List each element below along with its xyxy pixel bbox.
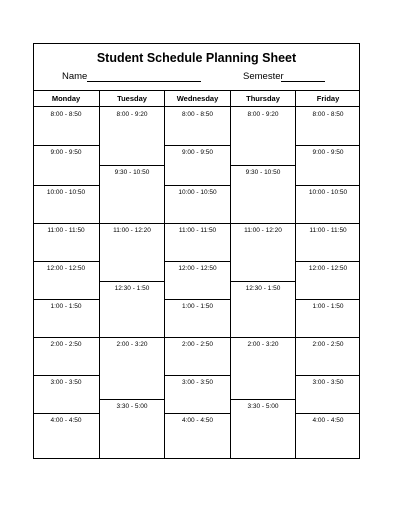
day-header-tuesday: Tuesday [100, 90, 164, 107]
time-slot-label: 9:00 - 9:50 [312, 149, 344, 156]
time-slot-cell[interactable] [100, 107, 164, 165]
time-slot-label: 8:00 - 8:50 [50, 111, 82, 118]
slot-divider [165, 413, 230, 414]
time-slot-label: 2:00 - 3:20 [247, 341, 279, 348]
day-header-friday: Friday [296, 90, 360, 107]
day-header-thursday: Thursday [231, 90, 295, 107]
time-slot-cell[interactable] [100, 399, 164, 459]
slot-divider [231, 399, 295, 400]
time-slot-cell[interactable] [231, 107, 295, 165]
slot-divider [296, 261, 360, 262]
time-slot-cell[interactable] [33, 413, 99, 459]
time-slot-label: 3:00 - 3:50 [50, 379, 82, 386]
slot-divider [33, 375, 99, 376]
name-field-line[interactable] [87, 81, 201, 82]
time-slot-label: 3:30 - 5:00 [116, 403, 148, 410]
time-slot-label: 2:00 - 3:20 [116, 341, 148, 348]
time-slot-cell[interactable] [33, 375, 99, 413]
day-column-friday [295, 90, 360, 459]
time-slot-cell[interactable] [296, 185, 360, 223]
time-slot-label: 8:00 - 8:50 [312, 111, 344, 118]
day-column-tuesday [99, 90, 164, 459]
slot-divider [33, 337, 99, 338]
time-slot-label: 11:00 - 11:50 [309, 227, 347, 234]
time-slot-label: 8:00 - 8:50 [181, 111, 214, 118]
time-slot-label: 3:30 - 5:00 [247, 403, 279, 410]
time-slot-cell[interactable] [296, 413, 360, 459]
slot-divider [100, 399, 164, 400]
semester-field-line[interactable] [281, 81, 325, 82]
time-slot-label: 12:30 - 1:50 [114, 285, 150, 292]
time-slot-cell[interactable] [165, 185, 230, 223]
sheet-title: Student Schedule Planning Sheet [96, 51, 297, 65]
slot-divider [296, 299, 360, 300]
time-slot-label: 1:00 - 1:50 [312, 303, 344, 310]
time-slot-cell[interactable] [100, 281, 164, 337]
time-slot-label: 2:00 - 2:50 [312, 341, 344, 348]
time-slot-label: 2:00 - 2:50 [181, 341, 214, 348]
time-slot-label: 10:00 - 10:50 [308, 189, 348, 196]
time-slot-label: 12:00 - 12:50 [46, 265, 86, 272]
day-header-monday: Monday [33, 90, 99, 107]
time-slot-cell[interactable] [231, 281, 295, 337]
slot-divider [296, 375, 360, 376]
time-slot-cell[interactable] [165, 299, 230, 337]
slot-divider [33, 185, 99, 186]
time-slot-cell[interactable] [165, 145, 230, 185]
time-slot-cell[interactable] [296, 299, 360, 337]
schedule-grid [33, 90, 360, 459]
time-slot-cell[interactable] [231, 223, 295, 281]
time-slot-cell[interactable] [296, 107, 360, 145]
slot-divider [165, 185, 230, 186]
slot-divider [165, 261, 230, 262]
time-slot-label: 12:00 - 12:50 [178, 265, 217, 272]
time-slot-label: 10:00 - 10:50 [178, 189, 217, 196]
time-slot-cell[interactable] [100, 337, 164, 399]
time-slot-cell[interactable] [165, 223, 230, 261]
slot-divider [165, 145, 230, 146]
slot-divider [296, 413, 360, 414]
time-slot-label: 9:00 - 9:50 [181, 149, 214, 156]
slot-divider [165, 375, 230, 376]
time-slot-label: 9:30 - 10:50 [245, 169, 281, 176]
time-slot-label: 11:00 - 12:20 [244, 227, 282, 234]
semester-label: Semester [243, 71, 284, 82]
slot-divider [165, 337, 230, 338]
time-slot-cell[interactable] [296, 375, 360, 413]
slot-divider [165, 299, 230, 300]
slot-divider [33, 261, 99, 262]
time-slot-cell[interactable] [231, 337, 295, 399]
time-slot-cell[interactable] [231, 399, 295, 459]
slot-divider [33, 413, 99, 414]
slot-divider [231, 223, 295, 224]
schedule-sheet [33, 43, 360, 459]
slot-divider [100, 223, 164, 224]
time-slot-cell[interactable] [165, 261, 230, 299]
slot-divider [296, 145, 360, 146]
time-slot-cell[interactable] [33, 185, 99, 223]
slot-divider [296, 185, 360, 186]
time-slot-label: 11:00 - 11:50 [178, 227, 217, 234]
day-column-monday [33, 90, 99, 459]
slot-divider [33, 223, 99, 224]
time-slot-label: 2:00 - 2:50 [50, 341, 82, 348]
slot-divider [231, 165, 295, 166]
time-slot-label: 9:30 - 10:50 [114, 169, 150, 176]
day-column-thursday [230, 90, 295, 459]
time-slot-cell[interactable] [165, 337, 230, 375]
time-slot-label: 12:30 - 1:50 [245, 285, 281, 292]
time-slot-cell[interactable] [33, 261, 99, 299]
time-slot-cell[interactable] [33, 145, 99, 185]
time-slot-label: 1:00 - 1:50 [181, 303, 214, 310]
time-slot-cell[interactable] [165, 107, 230, 145]
time-slot-cell[interactable] [100, 165, 164, 223]
time-slot-cell[interactable] [296, 337, 360, 375]
slot-divider [231, 337, 295, 338]
time-slot-cell[interactable] [296, 261, 360, 299]
time-slot-cell[interactable] [33, 337, 99, 375]
day-column-wednesday [164, 90, 230, 459]
time-slot-cell[interactable] [296, 145, 360, 185]
slot-divider [33, 145, 99, 146]
slot-divider [100, 281, 164, 282]
time-slot-label: 8:00 - 9:20 [116, 111, 148, 118]
time-slot-cell[interactable] [33, 107, 99, 145]
time-slot-label: 12:00 - 12:50 [308, 265, 348, 272]
time-slot-label: 8:00 - 9:20 [247, 111, 279, 118]
time-slot-cell[interactable] [33, 299, 99, 337]
time-slot-cell[interactable] [296, 223, 360, 261]
time-slot-label: 4:00 - 4:50 [181, 417, 214, 424]
slot-divider [231, 281, 295, 282]
time-slot-label: 3:00 - 3:50 [312, 379, 344, 386]
name-label: Name [62, 71, 88, 82]
day-header-wednesday: Wednesday [165, 90, 230, 107]
time-slot-label: 4:00 - 4:50 [312, 417, 344, 424]
time-slot-cell[interactable] [100, 223, 164, 281]
time-slot-label: 1:00 - 1:50 [50, 303, 82, 310]
time-slot-label: 11:00 - 12:20 [113, 227, 151, 234]
time-slot-cell[interactable] [165, 413, 230, 459]
slot-divider [100, 337, 164, 338]
time-slot-label: 4:00 - 4:50 [50, 417, 82, 424]
time-slot-label: 3:00 - 3:50 [181, 379, 214, 386]
slot-divider [33, 299, 99, 300]
slot-divider [296, 337, 360, 338]
time-slot-label: 11:00 - 11:50 [47, 227, 85, 234]
time-slot-label: 10:00 - 10:50 [46, 189, 86, 196]
slot-divider [296, 223, 360, 224]
time-slot-cell[interactable] [33, 223, 99, 261]
time-slot-cell[interactable] [231, 165, 295, 223]
slot-divider [165, 223, 230, 224]
time-slot-cell[interactable] [165, 375, 230, 413]
time-slot-label: 9:00 - 9:50 [50, 149, 82, 156]
slot-divider [100, 165, 164, 166]
